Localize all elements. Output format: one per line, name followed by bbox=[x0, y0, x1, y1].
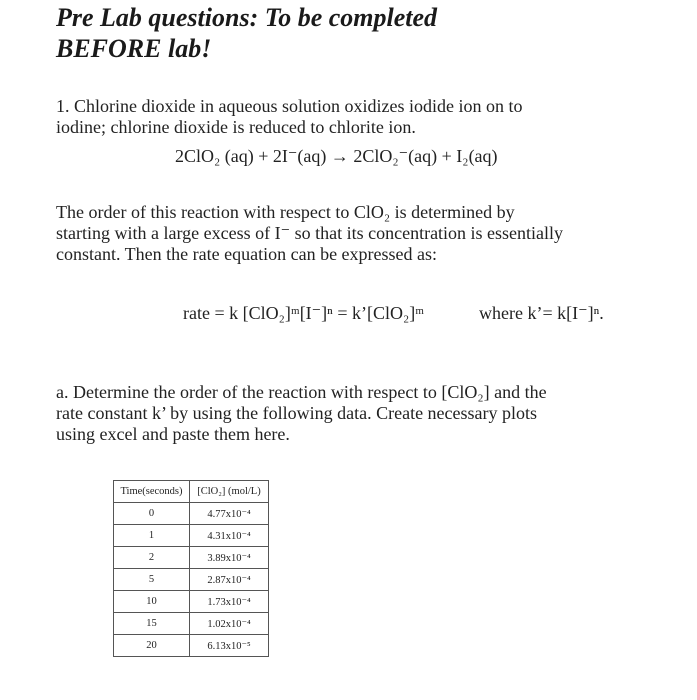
concentration-cell: 3.89x10⁻⁴ bbox=[190, 547, 269, 569]
time-cell: 20 bbox=[114, 635, 190, 657]
concentration-cell: 4.31x10⁻⁴ bbox=[190, 525, 269, 547]
table-row bbox=[114, 569, 269, 591]
table-row bbox=[114, 503, 269, 525]
rate-equation: rate = k [ClO₂]ᵐ[I⁻]ⁿ = k’[ClO₂]ᵐ bbox=[183, 303, 425, 323]
order-paragraph bbox=[56, 202, 676, 265]
question-1-line-2: iodine; chlorine dioxide is reduced to chlorite ion. bbox=[56, 117, 416, 137]
page-title bbox=[56, 2, 437, 64]
order-line-2: starting with a large excess of I⁻ so that its concentration is essentially bbox=[56, 223, 564, 243]
table-row bbox=[114, 525, 269, 547]
part-a-line-1: a. Determine the order of the reaction with respect to [ClO₂] and the bbox=[56, 382, 547, 402]
title-line-2: BEFORE lab! bbox=[56, 34, 212, 63]
kinetics-data-table bbox=[113, 480, 269, 657]
time-cell: 15 bbox=[114, 613, 190, 635]
time-cell: 1 bbox=[114, 525, 190, 547]
concentration-cell: 1.73x10⁻⁴ bbox=[190, 591, 269, 613]
table-row bbox=[114, 591, 269, 613]
time-cell: 5 bbox=[114, 569, 190, 591]
order-line-1: The order of this reaction with respect to ClO₂ is determined by bbox=[56, 202, 515, 222]
rate-constant-definition: where k’= k[I⁻]ⁿ. bbox=[479, 303, 604, 323]
question-1 bbox=[56, 96, 676, 138]
table-header-row bbox=[114, 481, 269, 503]
reaction-equation: 2ClO₂ (aq) + 2I⁻(aq) → 2ClO₂⁻(aq) + I₂(aq) bbox=[175, 146, 498, 166]
table-row bbox=[114, 613, 269, 635]
concentration-cell: 6.13x10⁻⁵ bbox=[190, 635, 269, 657]
table-row bbox=[114, 547, 269, 569]
time-cell: 0 bbox=[114, 503, 190, 525]
part-a-line-3: using excel and paste them here. bbox=[56, 424, 290, 444]
order-line-3: constant. Then the rate equation can be expressed as: bbox=[56, 244, 438, 264]
concentration-cell: 4.77x10⁻⁴ bbox=[190, 503, 269, 525]
time-cell: 2 bbox=[114, 547, 190, 569]
concentration-cell: 1.02x10⁻⁴ bbox=[190, 613, 269, 635]
table-row bbox=[114, 635, 269, 657]
time-cell: 10 bbox=[114, 591, 190, 613]
header-time: Time(seconds) bbox=[114, 481, 190, 503]
part-a-line-2: rate constant k’ by using the following data. Create necessary plots bbox=[56, 403, 538, 423]
concentration-cell: 2.87x10⁻⁴ bbox=[190, 569, 269, 591]
header-concentration: [ClO₂] (mol/L) bbox=[190, 481, 269, 503]
question-1-line-1: 1. Chlorine dioxide in aqueous solution oxidizes iodide ion on to bbox=[56, 96, 523, 116]
title-line-1: Pre Lab questions: To be completed bbox=[56, 3, 438, 32]
part-a bbox=[56, 382, 676, 445]
